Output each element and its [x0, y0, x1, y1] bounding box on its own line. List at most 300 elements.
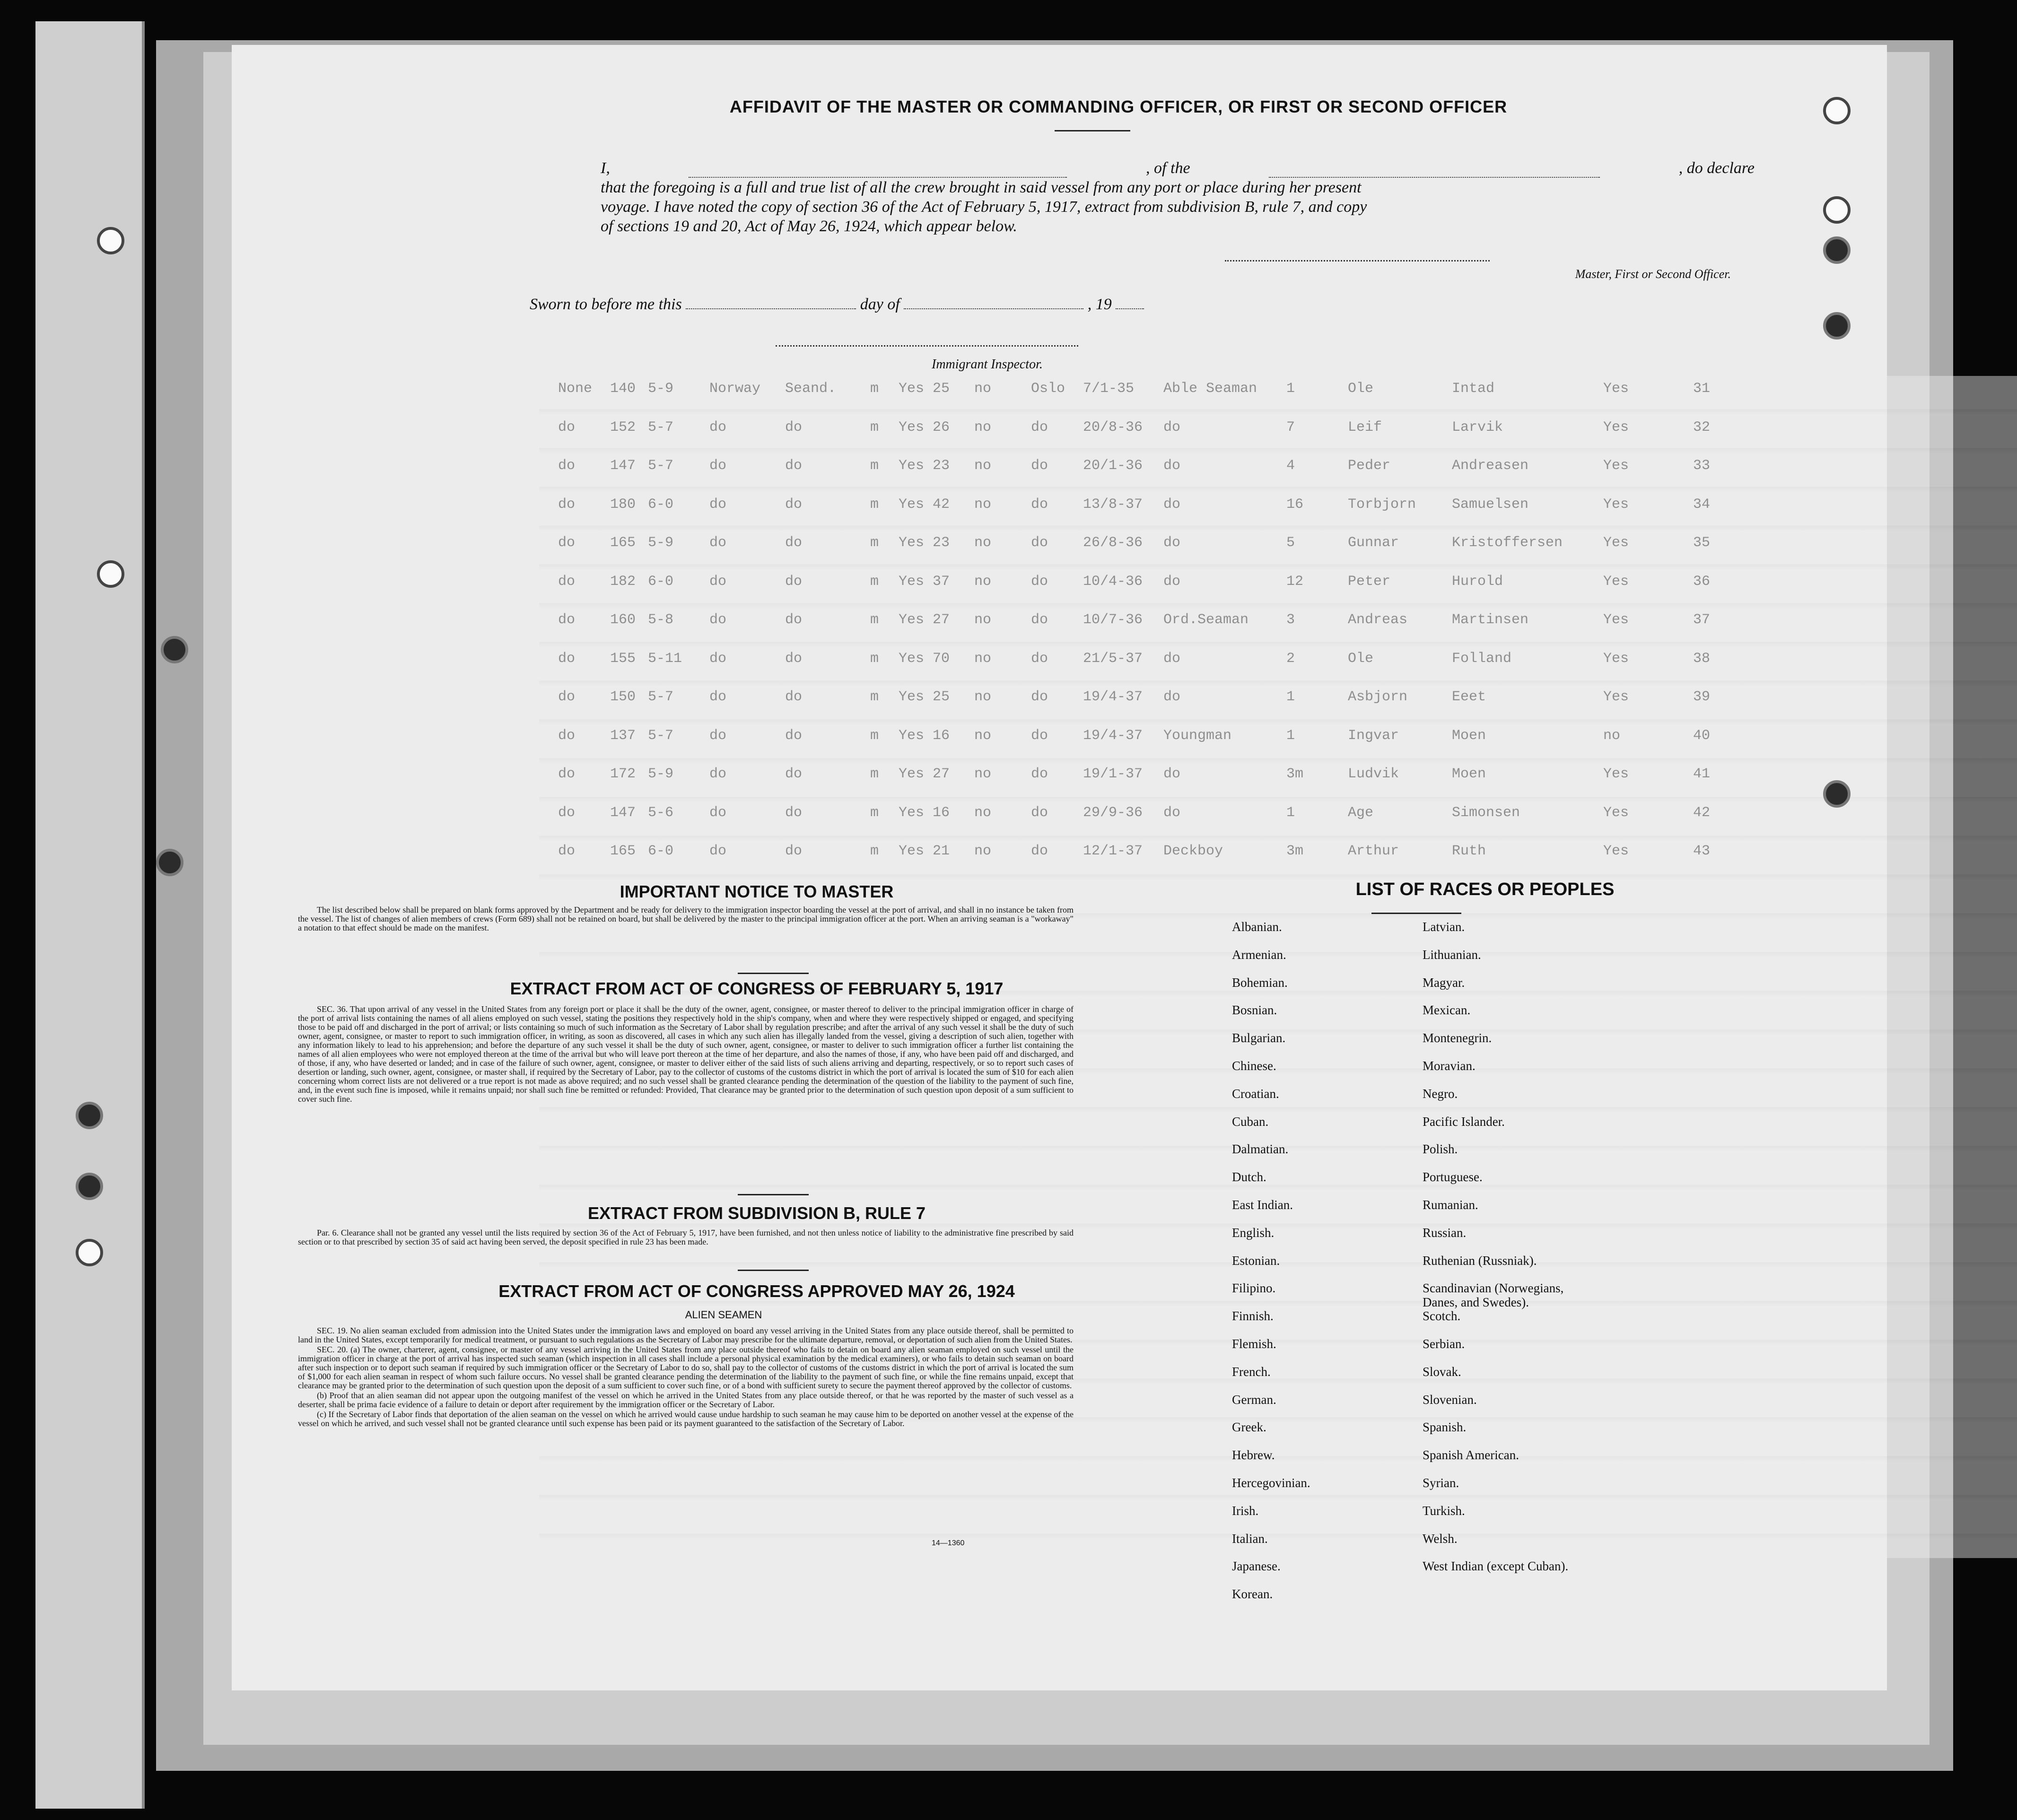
title-rule — [1055, 130, 1130, 131]
crew-surname: Eeet — [1452, 689, 1486, 705]
crew-no: 38 — [1693, 650, 1711, 667]
manifest-page — [232, 45, 1887, 1690]
section-rule — [738, 1194, 809, 1195]
crew-date: 10/7-36 — [1083, 612, 1143, 628]
crew-country: do — [709, 496, 727, 513]
crew-no: 39 — [1693, 689, 1711, 705]
crew-weight: 137 — [610, 727, 636, 744]
crew-age: Yes 37 — [899, 573, 950, 590]
race-item: Polish. — [1423, 1142, 1458, 1157]
crew-country: do — [709, 535, 727, 551]
sworn-day-label: day of — [860, 296, 900, 313]
crew-date: 12/1-37 — [1083, 843, 1143, 859]
crew-rating: Ord.Seaman — [1163, 612, 1249, 628]
crew-sex: m — [870, 573, 879, 590]
crew-age: Yes 42 — [899, 496, 950, 513]
crew-height: 6-0 — [648, 496, 674, 513]
affidavit-i: I, — [601, 159, 610, 177]
binder-hole-icon — [97, 560, 124, 588]
crew-marks: do — [558, 419, 576, 435]
crew-weight: 182 — [610, 573, 636, 590]
crew-country: do — [709, 612, 727, 628]
crew-no: 42 — [1693, 804, 1711, 821]
crew-weight: 147 — [610, 804, 636, 821]
crew-sex: m — [870, 766, 879, 782]
crew-num: 2 — [1286, 650, 1295, 667]
crew-place: do — [1031, 612, 1048, 628]
crew-date: 19/4-37 — [1083, 727, 1143, 744]
crew-num: 12 — [1286, 573, 1304, 590]
race-item: Hercegovinian. — [1232, 1475, 1310, 1490]
crew-weight: 147 — [610, 458, 636, 474]
crew-weight: 155 — [610, 650, 636, 667]
crew-surname: Larvik — [1452, 419, 1503, 435]
race-item: Slovak. — [1423, 1364, 1461, 1379]
crew-no: 33 — [1693, 458, 1711, 474]
crew-yes: no — [1603, 727, 1621, 744]
crew-surname: Andreasen — [1452, 458, 1529, 474]
race-item: Magyar. — [1423, 975, 1465, 990]
races-title: LIST OF RACES OR PEOPLES — [1355, 880, 1615, 899]
officer-label: Master, First or Second Officer. — [1575, 267, 1731, 281]
extract-1917-text — [298, 1005, 1074, 1105]
crew-weight: 165 — [610, 843, 636, 859]
extract-1924-text — [298, 1326, 1074, 1429]
crew-age: Yes 16 — [899, 727, 950, 744]
crew-status: do — [785, 689, 803, 705]
crew-sex: m — [870, 496, 879, 513]
affidavit-line-2: that the foregoing is a full and true list of all the crew brought in said vessel from any port or place during her present — [601, 179, 1362, 196]
crew-given: Gunnar — [1348, 535, 1399, 551]
crew-num: 1 — [1286, 727, 1295, 744]
sworn-year: , 19 — [1087, 296, 1112, 313]
crew-q: no — [974, 843, 992, 859]
binder-hole-icon — [76, 1239, 103, 1266]
crew-rating: do — [1163, 535, 1181, 551]
crew-sex: m — [870, 843, 879, 859]
crew-surname: Martinsen — [1452, 612, 1529, 628]
sworn-year-blank — [1116, 308, 1144, 309]
crew-height: 5-6 — [648, 804, 674, 821]
crew-num: 1 — [1286, 804, 1295, 821]
rule7-text — [298, 1228, 1074, 1247]
crew-given: Ingvar — [1348, 727, 1399, 744]
crew-height: 5-7 — [648, 727, 674, 744]
crew-place: do — [1031, 535, 1048, 551]
binder-hole-icon — [161, 636, 188, 663]
crew-no: 35 — [1693, 535, 1711, 551]
crew-status: do — [785, 458, 803, 474]
sworn-day-blank — [686, 308, 856, 309]
crew-yes: Yes — [1603, 612, 1629, 628]
race-item: Croatian. — [1232, 1086, 1279, 1101]
crew-height: 5-8 — [648, 612, 674, 628]
crew-yes: Yes — [1603, 573, 1629, 590]
crew-country: do — [709, 727, 727, 744]
crew-no: 41 — [1693, 766, 1711, 782]
crew-age: Yes 23 — [899, 458, 950, 474]
binder-hole-icon — [76, 1173, 103, 1200]
race-item: German. — [1232, 1392, 1276, 1407]
binder-hole-icon — [156, 849, 183, 876]
race-item: Dutch. — [1232, 1170, 1266, 1184]
crew-q: no — [974, 766, 992, 782]
crew-date: 19/4-37 — [1083, 689, 1143, 705]
crew-height: 6-0 — [648, 843, 674, 859]
crew-weight: 150 — [610, 689, 636, 705]
crew-row — [558, 651, 2017, 689]
crew-country: do — [709, 650, 727, 667]
crew-given: Leif — [1348, 419, 1382, 435]
crew-weight: 160 — [610, 612, 636, 628]
crew-country: do — [709, 689, 727, 705]
crew-marks: do — [558, 689, 576, 705]
crew-date: 7/1-35 — [1083, 381, 1135, 397]
crew-given: Asbjorn — [1348, 689, 1408, 705]
crew-date: 29/9-36 — [1083, 804, 1143, 821]
section-rule — [738, 1270, 809, 1271]
crew-rating: do — [1163, 573, 1181, 590]
crew-num: 16 — [1286, 496, 1304, 513]
crew-age: Yes 26 — [899, 419, 950, 435]
race-item: Hebrew. — [1232, 1448, 1275, 1463]
race-item: Rumanian. — [1423, 1197, 1478, 1212]
crew-sex: m — [870, 458, 879, 474]
affidavit-title: AFFIDAVIT OF THE MASTER OR COMMANDING OFFICER, OR FIRST OR SECOND OFFICER — [729, 97, 1508, 116]
race-item: Korean. — [1232, 1587, 1273, 1602]
crew-marks: do — [558, 650, 576, 667]
sec20a-paragraph: SEC. 20. (a) The owner, charterer, agent, consignee, or master of any vessel arriving in the United States from any place outside thereof who fails to detain on board any alien seaman employed on such vessel until the immigration officer in charge at the port of arrival has inspected such seaman (which inspection in all cases shall include a personal physical examination by the medical examiners), or who fails to detain such seaman on board after such inspection or to deport such seaman if required by such immigration officer or the Secretary of Labor to do so, shall pay to the collector of customs of the customs district in which the port of arrival is located the sum of $1,000 for each alien seaman in respect of whom such failure occurs. No vessel shall be granted clearance pending the determination of the liability to the payment of such fine, or while the fine remains unpaid, except that clearance may be granted prior to the determination of such question upon the deposit of a sum sufficient to cover such fine, or of a bond with sufficient surety to secure the payment thereof approved by the collector of customs. — [298, 1345, 1074, 1390]
sec19-paragraph: SEC. 19. No alien seaman excluded from admission into the United States under the immigration laws and employed on board any vessel arriving in the United States from any place outside thereof, shall be permitted to land in the United States, except temporarily for medical treatment, or pursuant to such regulations as the Secretary of Labor may prescribe for the ultimate departure, removal, or deportation of such alien from the United States. — [298, 1326, 1074, 1344]
sworn-statement — [530, 296, 1286, 313]
crew-surname: Hurold — [1452, 573, 1503, 590]
crew-yes: Yes — [1603, 843, 1629, 859]
crew-row — [558, 766, 2017, 805]
crew-country: do — [709, 573, 727, 590]
crew-place: do — [1031, 650, 1048, 667]
sec36-paragraph: SEC. 36. That upon arrival of any vessel in the United States from any foreign port or place it shall be the duty of the owner, agent, consignee, or master thereof to deliver to the principal immigration officer in charge of the port of arrival lists containing the names of all aliens employed on such vessel, stating the positions they respectively hold in the ship's company, when and where they were respectively shipped or engaged, and specifying those to be paid off and discharged in the port of arrival; or lists containing so much of such information as the Secretary of Labor shall by regulation prescribe; and after the arrival of any such vessel it shall be the duty of such owner, agent, consignee, or master to report to such immigration officer, in writing, as soon as discovered, all cases in which any such alien has illegally landed from the vessel, giving a description of such alien, together with any information likely to lead to his apprehension; and before the departure of any such vessel it shall be the duty of such owner, agent, consignee, or master to deliver to such immigration officer a further list containing the names of all alien employees who were not employed thereon at the time of the arrival but who will leave port thereon at the time of her departure, and also the names of those, if any, who have been paid off and discharged, and of those, if any, who have deserted or landed; and in case of the failure of such owner, agent, consignee, or master to deliver either of the said lists of such aliens arriving and departing, respectively, or so to report such cases of desertion or landing, such owner, agent, consignee, or master shall, if required by the Secretary of Labor, pay to the collector of customs of the customs district in which the port of arrival is located the sum of $10 for each alien concerning whom correct lists are not delivered or a true report is not made as above required; and no such vessel shall be granted clearance pending the determination of the question of the liability to the payment of such fine, and, in the event such fine is imposed, while it remains unpaid; nor shall such fine be remitted or refunded: Provided, That clearance may be granted prior to the determination of such question upon deposit of a sum sufficient to cover such fine. — [298, 1004, 1074, 1104]
crew-given: Ole — [1348, 381, 1374, 397]
race-item: Spanish. — [1423, 1420, 1467, 1435]
crew-q: no — [974, 573, 992, 590]
crew-marks: do — [558, 727, 576, 744]
crew-age: Yes 21 — [899, 843, 950, 859]
race-item: Moravian. — [1423, 1058, 1476, 1073]
crew-surname: Ruth — [1452, 843, 1486, 859]
crew-q: no — [974, 804, 992, 821]
crew-num: 3m — [1286, 843, 1304, 859]
crew-country: do — [709, 766, 727, 782]
crew-row — [558, 728, 2017, 766]
crew-sex: m — [870, 612, 879, 628]
binder-hole-icon — [1823, 97, 1851, 124]
crew-q: no — [974, 535, 992, 551]
race-item: English. — [1232, 1225, 1275, 1240]
crew-given: Peder — [1348, 458, 1391, 474]
crew-q: no — [974, 458, 992, 474]
crew-rating: Youngman — [1163, 727, 1232, 744]
race-item: Ruthenian (Russniak). — [1423, 1253, 1537, 1268]
crew-rating: do — [1163, 419, 1181, 435]
race-item: Latvian. — [1423, 920, 1465, 934]
crew-place: Oslo — [1031, 381, 1065, 397]
crew-height: 5-11 — [648, 650, 682, 667]
crew-age: Yes 70 — [899, 650, 950, 667]
crew-yes: Yes — [1603, 689, 1629, 705]
crew-no: 34 — [1693, 496, 1711, 513]
crew-place: do — [1031, 727, 1048, 744]
race-item: Bohemian. — [1232, 975, 1288, 990]
race-item: Lithuanian. — [1423, 947, 1481, 962]
crew-place: do — [1031, 496, 1048, 513]
crew-given: Age — [1348, 804, 1374, 821]
race-item: Estonian. — [1232, 1253, 1280, 1268]
crew-rating: do — [1163, 689, 1181, 705]
crew-weight: 152 — [610, 419, 636, 435]
inspector-label: Immigrant Inspector. — [932, 357, 1043, 372]
crew-num: 7 — [1286, 419, 1295, 435]
binder-hole-icon — [1823, 236, 1851, 264]
crew-country: do — [709, 804, 727, 821]
crew-status: do — [785, 766, 803, 782]
crew-age: Yes 25 — [899, 381, 950, 397]
race-item: Spanish American. — [1423, 1448, 1519, 1463]
crew-row — [558, 535, 2017, 574]
sworn-month-blank — [904, 308, 1083, 309]
crew-country: do — [709, 843, 727, 859]
crew-num: 4 — [1286, 458, 1295, 474]
race-item: Japanese. — [1232, 1559, 1281, 1574]
notice-paragraph: The list described below shall be prepared on blank forms approved by the Department and be ready for delivery to the immigration inspector boarding the vessel at the port of arrival, and shall in no instance be taken from the vessel. The list of changes of alien members of crews (Form 689) shall not be retained on board, but shall be delivered by the master to the principal immigration officer at the port. When an arriving seaman is a "workaway" a notation to that effect should be made on the manifest. — [298, 905, 1074, 932]
crew-yes: Yes — [1603, 381, 1629, 397]
crew-surname: Intad — [1452, 381, 1495, 397]
race-item: West Indian (except Cuban). — [1423, 1559, 1569, 1574]
sworn-prefix: Sworn to before me this — [530, 296, 682, 313]
vessel-blank — [1269, 158, 1600, 178]
sec20c-paragraph: (c) If the Secretary of Labor finds that deportation of the alien seaman on the vessel on which he arrived would cause undue hardship to such seaman he may cause him to be deported on another vessel at the expense of the vessel on which he arrived, and such vessel shall not be granted clearance until such expense has been paid or its payment guaranteed to the satisfaction of the Secretary of Labor. — [298, 1410, 1074, 1428]
crew-height: 5-9 — [648, 766, 674, 782]
crew-bleedthrough-list — [558, 381, 2017, 882]
race-item: Dalmatian. — [1232, 1142, 1289, 1157]
race-item: Flemish. — [1232, 1336, 1276, 1351]
crew-sex: m — [870, 650, 879, 667]
crew-marks: None — [558, 381, 593, 397]
crew-status: do — [785, 804, 803, 821]
crew-yes: Yes — [1603, 766, 1629, 782]
affidavit-line-3: voyage. I have noted the copy of section 36 of the Act of February 5, 1917, extract from subdivision B, rule 7, and copy — [601, 198, 1367, 216]
extract-1917-title: EXTRACT FROM ACT OF CONGRESS OF FEBRUARY 5, 1917 — [510, 979, 1004, 998]
races-right-list — [1423, 920, 1568, 1587]
crew-yes: Yes — [1603, 458, 1629, 474]
crew-height: 5-9 — [648, 381, 674, 397]
crew-height: 5-7 — [648, 458, 674, 474]
crew-row — [558, 689, 2017, 728]
crew-date: 13/8-37 — [1083, 496, 1143, 513]
crew-place: do — [1031, 573, 1048, 590]
crew-num: 1 — [1286, 381, 1295, 397]
crew-status: do — [785, 496, 803, 513]
crew-age: Yes 16 — [899, 804, 950, 821]
race-item: Turkish. — [1423, 1503, 1465, 1518]
crew-age: Yes 25 — [899, 689, 950, 705]
crew-marks: do — [558, 804, 576, 821]
affidavit-text — [601, 158, 1755, 236]
crew-no: 43 — [1693, 843, 1711, 859]
crew-row — [558, 843, 2017, 882]
race-item: Finnish. — [1232, 1309, 1274, 1324]
crew-weight: 165 — [610, 535, 636, 551]
race-item: Slovenian. — [1423, 1392, 1477, 1407]
crew-status: Seand. — [785, 381, 837, 397]
crew-country: Norway — [709, 381, 761, 397]
section-rule — [738, 973, 809, 974]
crew-given: Ludvik — [1348, 766, 1399, 782]
crew-marks: do — [558, 535, 576, 551]
race-item: Albanian. — [1232, 920, 1282, 934]
crew-rating: Deckboy — [1163, 843, 1223, 859]
race-item: Italian. — [1232, 1531, 1268, 1546]
binder-hole-icon — [76, 1102, 103, 1129]
crew-date: 21/5-37 — [1083, 650, 1143, 667]
crew-num: 3 — [1286, 612, 1295, 628]
crew-no: 37 — [1693, 612, 1711, 628]
rule7-title: EXTRACT FROM SUBDIVISION B, RULE 7 — [587, 1203, 926, 1223]
crew-status: do — [785, 573, 803, 590]
crew-age: Yes 23 — [899, 535, 950, 551]
crew-q: no — [974, 727, 992, 744]
crew-place: do — [1031, 804, 1048, 821]
crew-date: 26/8-36 — [1083, 535, 1143, 551]
crew-sex: m — [870, 804, 879, 821]
crew-q: no — [974, 381, 992, 397]
affidavit-declare: , do declare — [1678, 159, 1755, 177]
crew-no: 32 — [1693, 419, 1711, 435]
crew-surname: Folland — [1452, 650, 1512, 667]
crew-given: Peter — [1348, 573, 1391, 590]
crew-given: Torbjorn — [1348, 496, 1416, 513]
crew-sex: m — [870, 381, 879, 397]
crew-status: do — [785, 727, 803, 744]
crew-marks: do — [558, 766, 576, 782]
race-item: Welsh. — [1423, 1531, 1458, 1546]
crew-status: do — [785, 612, 803, 628]
notice-text — [298, 906, 1074, 933]
crew-height: 6-0 — [648, 573, 674, 590]
crew-status: do — [785, 419, 803, 435]
crew-surname: Simonsen — [1452, 804, 1520, 821]
crew-rating: do — [1163, 766, 1181, 782]
race-item: Russian. — [1423, 1225, 1467, 1240]
race-item: French. — [1232, 1364, 1271, 1379]
crew-yes: Yes — [1603, 496, 1629, 513]
race-item: Negro. — [1423, 1086, 1458, 1101]
race-item: Pacific Islander. — [1423, 1114, 1505, 1129]
crew-marks: do — [558, 458, 576, 474]
crew-rating: do — [1163, 496, 1181, 513]
crew-marks: do — [558, 843, 576, 859]
race-item: East Indian. — [1232, 1197, 1293, 1212]
alien-seamen-subtitle: ALIEN SEAMEN — [685, 1309, 762, 1321]
crew-weight: 172 — [610, 766, 636, 782]
crew-rating: do — [1163, 650, 1181, 667]
crew-sex: m — [870, 419, 879, 435]
crew-weight: 140 — [610, 381, 636, 397]
crew-height: 5-7 — [648, 689, 674, 705]
crew-num: 3m — [1286, 766, 1304, 782]
race-item: Bosnian. — [1232, 1003, 1277, 1018]
crew-given: Ole — [1348, 650, 1374, 667]
crew-no: 40 — [1693, 727, 1711, 744]
crew-marks: do — [558, 573, 576, 590]
crew-marks: do — [558, 612, 576, 628]
crew-date: 20/8-36 — [1083, 419, 1143, 435]
crew-yes: Yes — [1603, 419, 1629, 435]
binder-hole-icon — [1823, 780, 1851, 808]
race-item: Scotch. — [1423, 1309, 1461, 1324]
crew-q: no — [974, 689, 992, 705]
sec20b-paragraph: (b) Proof that an alien seaman did not appear upon the outgoing manifest of the vessel on which he arrived in the United States from any place outside thereof, or that he was reported by the master of such vessel as a deserter, shall be prima facie evidence of a failure to detain or deport after requirement by the immigration officer or the Secretary of Labor. — [298, 1391, 1074, 1409]
crew-given: Arthur — [1348, 843, 1399, 859]
crew-height: 5-9 — [648, 535, 674, 551]
affidavit-of-the: , of the — [1146, 159, 1190, 177]
crew-rating: Able Seaman — [1163, 381, 1257, 397]
extract-1924-title: EXTRACT FROM ACT OF CONGRESS APPROVED MAY 26, 1924 — [498, 1281, 1015, 1301]
crew-place: do — [1031, 766, 1048, 782]
crew-place: do — [1031, 419, 1048, 435]
crew-row — [558, 496, 2017, 535]
crew-status: do — [785, 843, 803, 859]
crew-num: 5 — [1286, 535, 1295, 551]
officer-signature-line — [1225, 260, 1490, 261]
crew-status: do — [785, 535, 803, 551]
crew-row — [558, 381, 2017, 419]
crew-row — [558, 574, 2017, 612]
crew-marks: do — [558, 496, 576, 513]
race-item: Irish. — [1232, 1503, 1259, 1518]
form-number: 14—1360 — [932, 1539, 965, 1547]
race-item: Bulgarian. — [1232, 1031, 1286, 1045]
races-title-rule — [1371, 913, 1461, 914]
affidavit-line-1 — [601, 158, 1755, 178]
race-item: Filipino. — [1232, 1281, 1276, 1296]
crew-status: do — [785, 650, 803, 667]
crew-no: 31 — [1693, 381, 1711, 397]
crew-q: no — [974, 496, 992, 513]
crew-surname: Samuelsen — [1452, 496, 1529, 513]
inspector-signature-line — [776, 345, 1078, 347]
crew-no: 36 — [1693, 573, 1711, 590]
crew-country: do — [709, 419, 727, 435]
race-item: Serbian. — [1423, 1336, 1465, 1351]
crew-row — [558, 458, 2017, 496]
crew-row — [558, 805, 2017, 844]
race-item: Montenegrin. — [1423, 1031, 1492, 1045]
crew-date: 10/4-36 — [1083, 573, 1143, 590]
race-item: Portuguese. — [1423, 1170, 1483, 1184]
crew-surname: Moen — [1452, 766, 1486, 782]
crew-yes: Yes — [1603, 650, 1629, 667]
crew-country: do — [709, 458, 727, 474]
crew-q: no — [974, 419, 992, 435]
crew-given: Andreas — [1348, 612, 1408, 628]
crew-place: do — [1031, 843, 1048, 859]
binder-hole-icon — [1823, 196, 1851, 224]
crew-rating: do — [1163, 804, 1181, 821]
crew-place: do — [1031, 689, 1048, 705]
crew-weight: 180 — [610, 496, 636, 513]
race-item: Greek. — [1232, 1420, 1266, 1435]
crew-sex: m — [870, 689, 879, 705]
